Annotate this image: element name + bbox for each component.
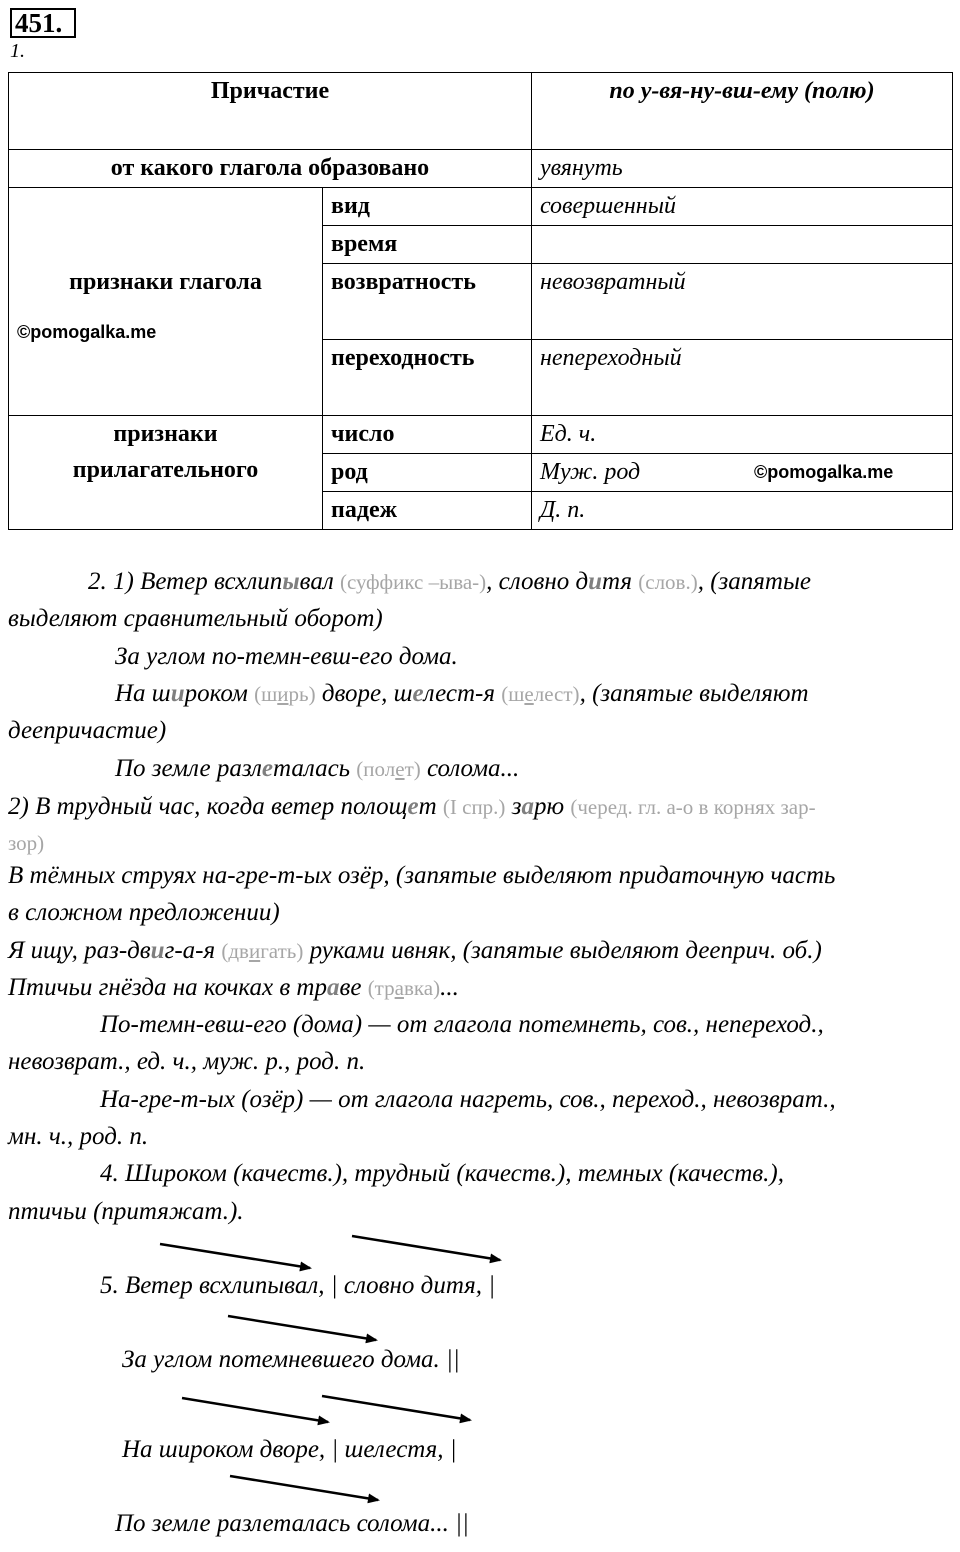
arrow-3 xyxy=(228,1316,376,1340)
line-3-2-cont: мн. ч., род. п. xyxy=(8,1123,149,1150)
feature-tense: время xyxy=(323,226,532,264)
verb-features-label: признаки глагола xyxy=(69,269,262,295)
line-4-cont: птичьи (притяжат.). xyxy=(8,1198,244,1225)
line-2-7: Я ищу, раз-двиг-а-я (двигать) руками ивняк, (запятые выделяют дееприч. об.) xyxy=(8,937,822,964)
line-2-6: В тёмных струях на-гре-т-ых озёр, (запятые выделяют придаточную часть xyxy=(8,862,836,889)
arrow-2 xyxy=(352,1236,500,1260)
origin-value: увянуть xyxy=(532,150,953,188)
exercise-number: 451. xyxy=(10,8,76,38)
feature-gender: род xyxy=(323,454,532,492)
watermark: ©pomogalka.me xyxy=(754,462,894,482)
line-5-2: За углом потемневшего дома. || xyxy=(122,1346,460,1373)
line-2-8: Птичьи гнёзда на кочках в траве (травка)... xyxy=(8,974,459,1001)
feature-gender-value: Муж. род xyxy=(540,459,641,485)
feature-case-value: Д. п. xyxy=(532,492,953,530)
arrow-1 xyxy=(160,1244,310,1268)
feature-number: число xyxy=(323,416,532,454)
watermark: ©pomogalka.me xyxy=(17,322,157,342)
feature-case: падеж xyxy=(323,492,532,530)
line-2-6-cont: в сложном предложении) xyxy=(8,899,280,926)
table-header-right: по у-вя-ну-вш-ему (полю) xyxy=(532,73,953,150)
adjective-features-label-1: признаки xyxy=(113,421,218,447)
line-2-5: 2) В трудный час, когда ветер полощет (I спр.) зарю (черед. гл. а-о в корнях зар- xyxy=(8,793,816,820)
feature-aspect-value: совершенный xyxy=(532,188,953,226)
feature-number-value: Ед. ч. xyxy=(532,416,953,454)
line-3-1: По-темн-евш-его (дома) — от глагола потемнеть, сов., непереход., xyxy=(100,1011,824,1038)
line-5-1: 5. Ветер всхлипывал, | словно дитя, | xyxy=(100,1272,496,1299)
feature-aspect: вид xyxy=(323,188,532,226)
arrow-6 xyxy=(230,1476,378,1500)
line-2-4: По земле разлеталась (полет) солома... xyxy=(115,755,520,782)
table-header-left: Причастие xyxy=(9,73,532,150)
line-5-3: На широком дворе, | шелестя, | xyxy=(122,1436,457,1463)
task-number: 1. xyxy=(10,40,25,62)
line-2-3-cont: деепричастие) xyxy=(8,717,167,744)
line-3-2: На-гре-т-ых (озёр) — от глагола нагреть, сов., переход., невозврат., xyxy=(100,1086,836,1113)
feature-transitivity-value: непереходный xyxy=(532,340,953,416)
feature-reflexivity: возвратность xyxy=(323,264,532,340)
line-4: 4. Широком (качеств.), трудный (качеств.), темных (качеств.), xyxy=(100,1160,784,1187)
origin-label: от какого глагола образовано xyxy=(9,150,532,188)
arrow-4 xyxy=(182,1398,328,1422)
line-2-5-cont: зор) xyxy=(8,831,45,855)
arrow-5 xyxy=(322,1396,470,1420)
feature-transitivity: переходность xyxy=(323,340,532,416)
line-2-1-cont: выделяют сравнительный оборот) xyxy=(8,605,383,632)
line-5-4: По земле разлеталась солома... || xyxy=(115,1510,469,1537)
line-2-1: 2. 1) Ветер всхлипывал (суффикс –ыва-), словно дитя (слов.), (запятые xyxy=(88,568,811,595)
adjective-features-label-2: прилагательного xyxy=(72,457,259,483)
feature-reflexivity-value: невозвратный xyxy=(532,264,953,340)
line-3-1-cont: невозврат., ед. ч., муж. р., род. п. xyxy=(8,1048,366,1075)
line-2-2: За углом по-темн-евш-его дома. xyxy=(115,643,458,670)
line-2-3: На широком (ширь) дворе, шелест-я (шелест), (запятые выделяют xyxy=(115,680,809,707)
